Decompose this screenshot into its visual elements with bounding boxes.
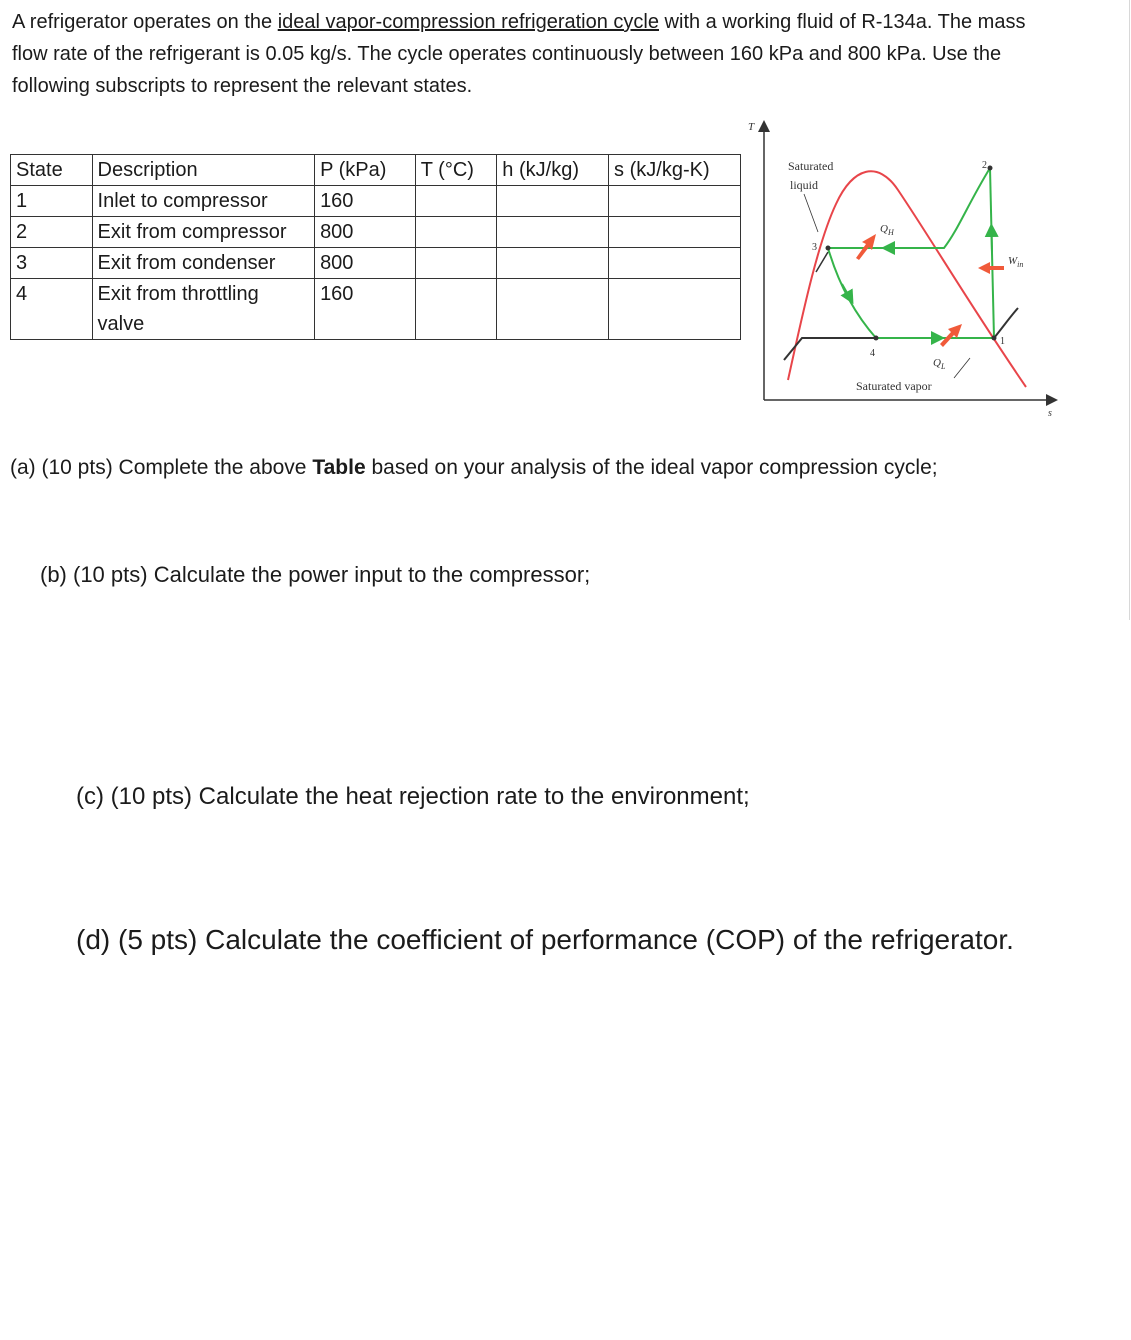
state-2-point xyxy=(988,166,993,171)
question-a-suffix: based on your analysis of the ideal vapor compression cycle; xyxy=(365,456,938,479)
table-row xyxy=(11,217,741,248)
state-3-label: 3 xyxy=(812,242,817,253)
description-cell: Exit from throttling valve xyxy=(92,279,315,340)
question-a-table-word: Table xyxy=(312,456,366,479)
win-label: $W_{in}$ xyxy=(1008,255,1024,269)
state-cell: 3 xyxy=(11,248,93,279)
question-c: (c) (10 pts) Calculate the heat rejection rate to the environment; xyxy=(76,783,750,810)
temperature-cell[interactable] xyxy=(415,279,497,340)
pressure-cell: 160 xyxy=(315,186,416,217)
description-cell: Inlet to compressor xyxy=(92,186,315,217)
cycle-link[interactable]: ideal vapor-compression refrigeration cycle xyxy=(277,11,659,33)
win-arrow xyxy=(978,262,1004,274)
table-header-row xyxy=(11,155,741,186)
enthalpy-cell[interactable] xyxy=(497,186,609,217)
header-state: State xyxy=(11,155,93,186)
intro-text-before: A refrigerator operates on the xyxy=(12,11,278,33)
header-enthalpy: h (kJ/kg) xyxy=(497,155,609,186)
ql-label: $Q_L$ xyxy=(933,357,946,371)
state-4-point xyxy=(874,336,879,341)
state-table xyxy=(10,154,741,340)
state-3-point xyxy=(826,246,831,251)
throttle-line xyxy=(828,248,876,338)
header-description: Description xyxy=(92,155,315,186)
enthalpy-cell[interactable] xyxy=(497,279,609,340)
problem-statement xyxy=(12,6,1052,102)
compressor-line xyxy=(990,168,994,338)
state-cell: 2 xyxy=(11,217,93,248)
entropy-cell[interactable] xyxy=(609,248,741,279)
header-temperature: T (°C) xyxy=(415,155,497,186)
question-b: (b) (10 pts) Calculate the power input to the compressor; xyxy=(40,562,591,587)
description-cell: Exit from compressor xyxy=(92,217,315,248)
state-4-label: 4 xyxy=(870,348,875,359)
table-row xyxy=(11,186,741,217)
flow-arrow-compressor xyxy=(992,230,993,252)
t-axis-label: T xyxy=(748,121,755,133)
state-1-point xyxy=(992,336,997,341)
pressure-cell: 800 xyxy=(315,248,416,279)
question-a xyxy=(10,456,938,480)
temperature-cell[interactable] xyxy=(415,248,497,279)
saturated-vapor-label: Saturated vapor xyxy=(856,379,932,393)
s-axis-label: s xyxy=(1048,408,1052,419)
state-cell: 1 xyxy=(11,186,93,217)
saturated-liquid-leader xyxy=(804,194,818,232)
description-cell: Exit from condenser xyxy=(92,248,315,279)
question-a-prefix: (a) (10 pts) Complete the above xyxy=(10,456,313,479)
question-d: (d) (5 pts) Calculate the coefficient of performance (COP) of the refrigerator. xyxy=(76,924,1014,955)
header-entropy: s (kJ/kg-K) xyxy=(609,155,741,186)
state-cell: 4 xyxy=(11,279,93,340)
intro-text-after: with a working fluid of R-134a. The mass flow rate of the refrigerant is 0.05 kg/s. The cycle operates continuously between 160 kPa and 800 kPa. Use the following subscripts to represent the relevant states. xyxy=(12,11,1026,97)
entropy-cell[interactable] xyxy=(609,186,741,217)
enthalpy-cell[interactable] xyxy=(497,248,609,279)
temperature-cell[interactable] xyxy=(415,217,497,248)
ts-diagram xyxy=(748,112,1058,430)
table-row xyxy=(11,248,741,279)
qh-label: $Q_H$ xyxy=(880,223,894,237)
low-pressure-isobar xyxy=(784,308,1018,360)
temperature-cell[interactable] xyxy=(415,186,497,217)
state-1-label: 1 xyxy=(1000,336,1005,347)
flow-arrow-throttle xyxy=(842,284,850,298)
table-row xyxy=(11,279,741,340)
state-2-label: 2 xyxy=(982,160,987,171)
header-pressure: P (kPa) xyxy=(315,155,416,186)
saturated-vapor-leader xyxy=(954,358,970,378)
ql-arrow xyxy=(940,324,962,347)
entropy-cell[interactable] xyxy=(609,279,741,340)
entropy-cell[interactable] xyxy=(609,217,741,248)
enthalpy-cell[interactable] xyxy=(497,217,609,248)
pressure-cell: 160 xyxy=(315,279,416,340)
page-edge-divider xyxy=(1129,0,1130,620)
saturated-liquid-label: Saturated liquid xyxy=(788,159,834,192)
pressure-cell: 800 xyxy=(315,217,416,248)
